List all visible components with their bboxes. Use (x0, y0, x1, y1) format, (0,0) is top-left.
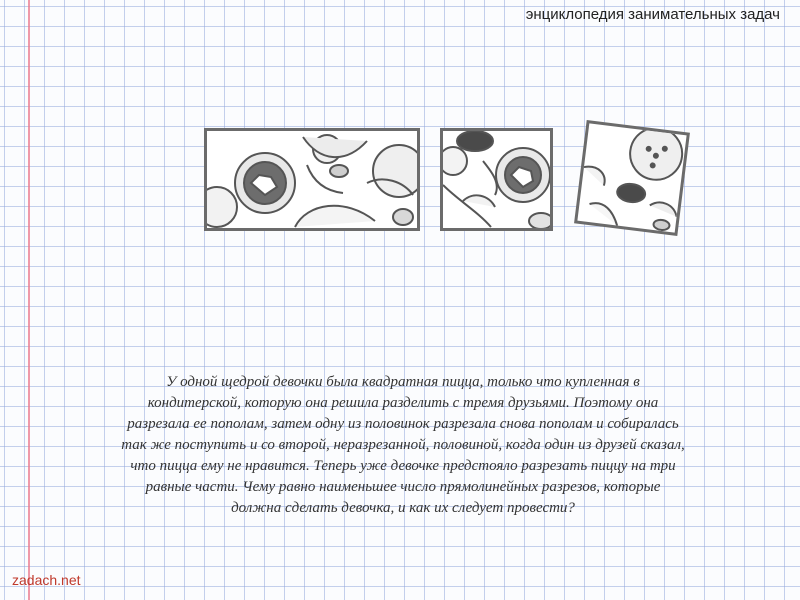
site-link[interactable]: zadach.net (12, 572, 81, 588)
notebook-margin-line (28, 0, 30, 600)
pizza-piece-icon (207, 131, 417, 228)
pizza-quarter (440, 128, 553, 231)
problem-text: У одной щедрой девочки была квадратная пицца, только что купленная в кондитерской, которую она решила разделить с тремя друзьями. Поэтому она разрезала ее пополам, затем одну из половинок разрезала снова пополам и собиралась так же поступить и со второй, неразрезанной, половиной, когда один из друзей сказал, что пицца ему не нравится. Теперь уже девочке предстояло разрезать пиццу на три равные части. Чему равно наименьшее число прямолинейных разрезов, которые должна сделать девочка, и как их следует провести? (121, 374, 685, 516)
pizza-piece-icon (577, 123, 686, 232)
pizza-piece-icon (443, 131, 550, 228)
pizza-half (204, 128, 420, 231)
pizza-quarter-rotated (574, 120, 690, 236)
site-title: энциклопедия занимательных задач (525, 6, 780, 23)
